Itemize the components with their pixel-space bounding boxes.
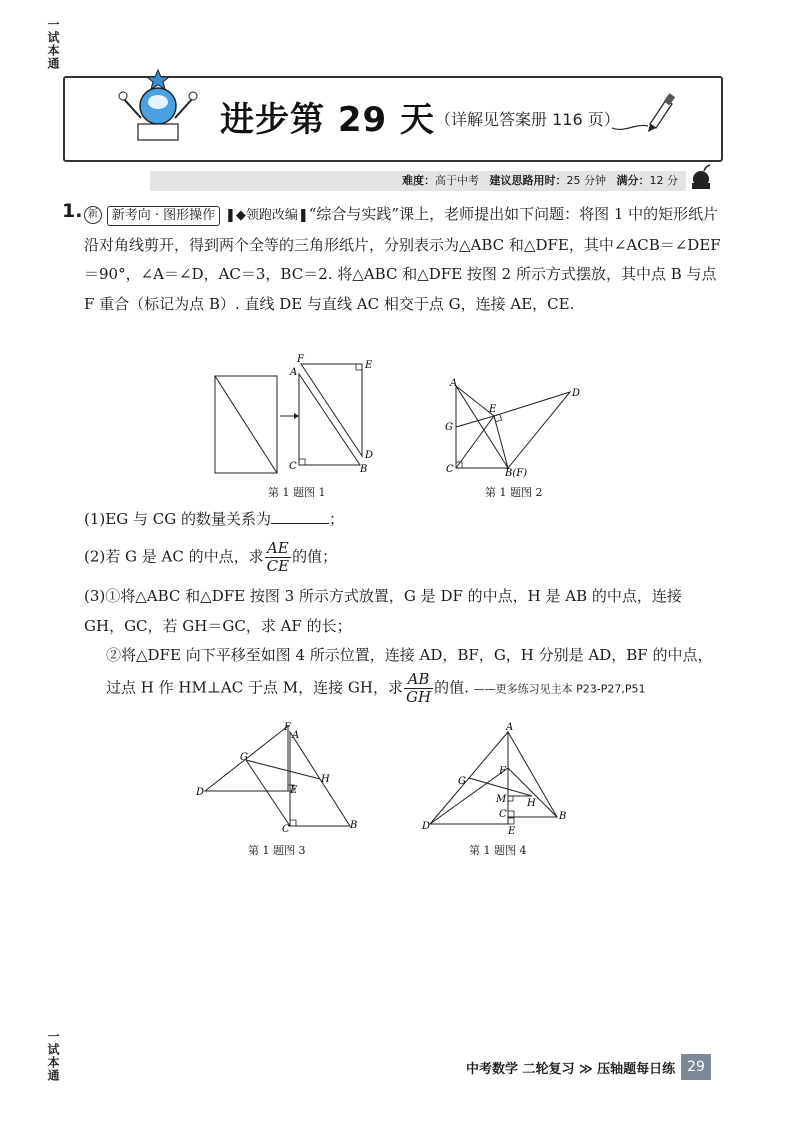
fig2-label-e: E [489, 404, 497, 415]
fig1-label-d: D [365, 450, 374, 461]
fig2-right-angle-e [494, 414, 501, 421]
q1-answer-blank[interactable] [271, 509, 329, 524]
side-logo-bottom: 一试本通 [46, 1030, 60, 1082]
question-1 [84, 505, 724, 535]
fig1-triangle-abc [299, 374, 360, 465]
fig3-right-angle-c [290, 820, 296, 826]
fig4-label-f: F [499, 766, 506, 777]
fig4-label-d: D [422, 821, 431, 832]
fig4-right-angle-c [508, 811, 514, 817]
q3-part1-text: (3)①将△ABC 和△DFE 按图 3 所示方式放置，G 是 DF 的中点，H 是 AB 的中点，连接 GH，GC，若 GH＝GC，求 AF 的长； [84, 587, 682, 635]
fig3-label-g: G [240, 752, 248, 763]
new-badge: 新 [84, 206, 102, 224]
fig4-label-g: G [458, 776, 466, 787]
fig4-caption: 第 1 题图 4 [469, 844, 527, 857]
banner-title: 进步第 29 天 [220, 100, 435, 140]
fig3-label-a: A [292, 730, 300, 741]
difficulty-value: 高于中考 [435, 174, 479, 187]
fig1-label-b: B [360, 464, 368, 475]
fig1-caption: 第 1 题图 1 [268, 486, 326, 499]
q3-frac-num: AB [404, 671, 433, 689]
fig4-right-angle-m [508, 796, 513, 801]
fig2-label-c: C [446, 464, 454, 475]
question-3-part2 [106, 641, 724, 706]
q2-frac-num: AE [265, 540, 291, 558]
fig3-label-f: F [284, 722, 291, 733]
fig2-line-ge [456, 416, 494, 427]
fig2-label-g: G [445, 422, 453, 433]
page-number: 29 [681, 1054, 711, 1080]
fig3-label-h: H [321, 774, 330, 785]
q3-part2-text: ②将△DFE 向下平移至如图 4 所示位置，连接 AD，BF，G，H 分别是 AD，BF 的中点，过点 H 作 HM⊥AC 于点 M，连接 GH，求 [106, 646, 713, 696]
bomb-icon [690, 163, 712, 191]
score-value: 12 分 [649, 174, 678, 187]
fig3-label-e: E [290, 785, 298, 796]
fig2-triangle-dfe [494, 392, 570, 468]
problem-intro [84, 200, 724, 319]
more-practice-ref: ——更多练习见主本 P23-P27,P51 [473, 682, 646, 695]
q3-part2-end: 的值. [434, 678, 469, 696]
mascot-icon [113, 68, 213, 148]
question-2 [84, 540, 724, 575]
fig2-label-d: D [572, 388, 581, 399]
fig4-label-b: B [559, 811, 567, 822]
fig3-label-b: B [350, 820, 358, 831]
question-number: 1. [62, 200, 83, 222]
fig2-triangle-abc [456, 386, 508, 468]
fig2-line-ce [456, 416, 494, 468]
fig2-label-a: A [450, 378, 458, 389]
figure-row-1 [200, 352, 600, 482]
difficulty-label: 难度： [402, 174, 435, 187]
source-tag: ❚◆领跑改编❚ [224, 208, 309, 223]
fig1-triangle-dfe [301, 364, 362, 456]
fig4-label-h: H [527, 798, 536, 809]
difficulty-bar [150, 171, 686, 191]
question-3-part1 [84, 582, 724, 641]
q2-text: (2)若 G 是 AC 的中点，求 [84, 547, 264, 566]
score-label: 满分： [616, 174, 650, 187]
q1-text: (1)EG 与 CG 的数量关系为 [84, 510, 271, 528]
fig4-label-m: M [496, 794, 507, 805]
q2-end: 的值； [292, 547, 338, 566]
q3-fraction [404, 671, 433, 706]
footer-text: 中考数学 二轮复习 ≫ 压轴题每日练 [466, 1062, 676, 1077]
fig1-right-angle-e [356, 364, 362, 370]
time-label: 建议思路用时： [489, 174, 567, 187]
side-logo-top: 一试本通 [46, 18, 60, 70]
q1-end: ； [328, 510, 344, 528]
q2-fraction [265, 540, 291, 575]
fig4-label-e: E [508, 826, 516, 837]
fig4-label-a: A [506, 722, 514, 733]
fig1-label-a: A [290, 367, 298, 378]
fig1-label-c: C [289, 461, 297, 472]
fig4-label-c: C [499, 809, 507, 820]
time-value: 25 分钟 [566, 174, 606, 187]
fig1-arrow-head [294, 413, 299, 419]
q2-frac-den: CE [266, 557, 290, 575]
fig1-label-e: E [365, 360, 373, 371]
fig1-label-f: F [297, 354, 304, 365]
fig1-rect-diagonal [215, 376, 277, 473]
fig3-caption: 第 1 题图 3 [248, 844, 306, 857]
fig2-caption: 第 1 题图 2 [485, 486, 543, 499]
q3-frac-den: GH [405, 687, 432, 706]
figure-row-2 [190, 718, 590, 843]
fig1-right-angle-c [299, 459, 305, 465]
intro-text: “综合与实践”课上，老师提出如下问题：将图 1 中的矩形纸片沿对角线剪开，得到两个全等的三角形纸片，分别表示为△ABC 和△DFE，其中∠ACB＝∠DEF＝90°，∠A＝∠D，AC＝3，BC＝2. 将△ABC 和△DFE 按图 2 所示方式摆放，其中点 B 与点 F 重合（标记为点 B）. 直线 DE 与直线 AC 相交于点 G，连接 AE，CE. [84, 205, 721, 313]
fig3-label-d: D [196, 787, 205, 798]
day-banner [63, 76, 723, 162]
fig2-label-bf: B(F) [505, 468, 528, 479]
banner-subtitle: （详解见答案册 116 页） [435, 110, 620, 129]
topic-tag: 新考向 · 图形操作 [107, 206, 220, 226]
fig3-label-c: C [282, 824, 290, 835]
pen-icon [610, 88, 680, 138]
fig4-right-angle-e [508, 818, 514, 824]
